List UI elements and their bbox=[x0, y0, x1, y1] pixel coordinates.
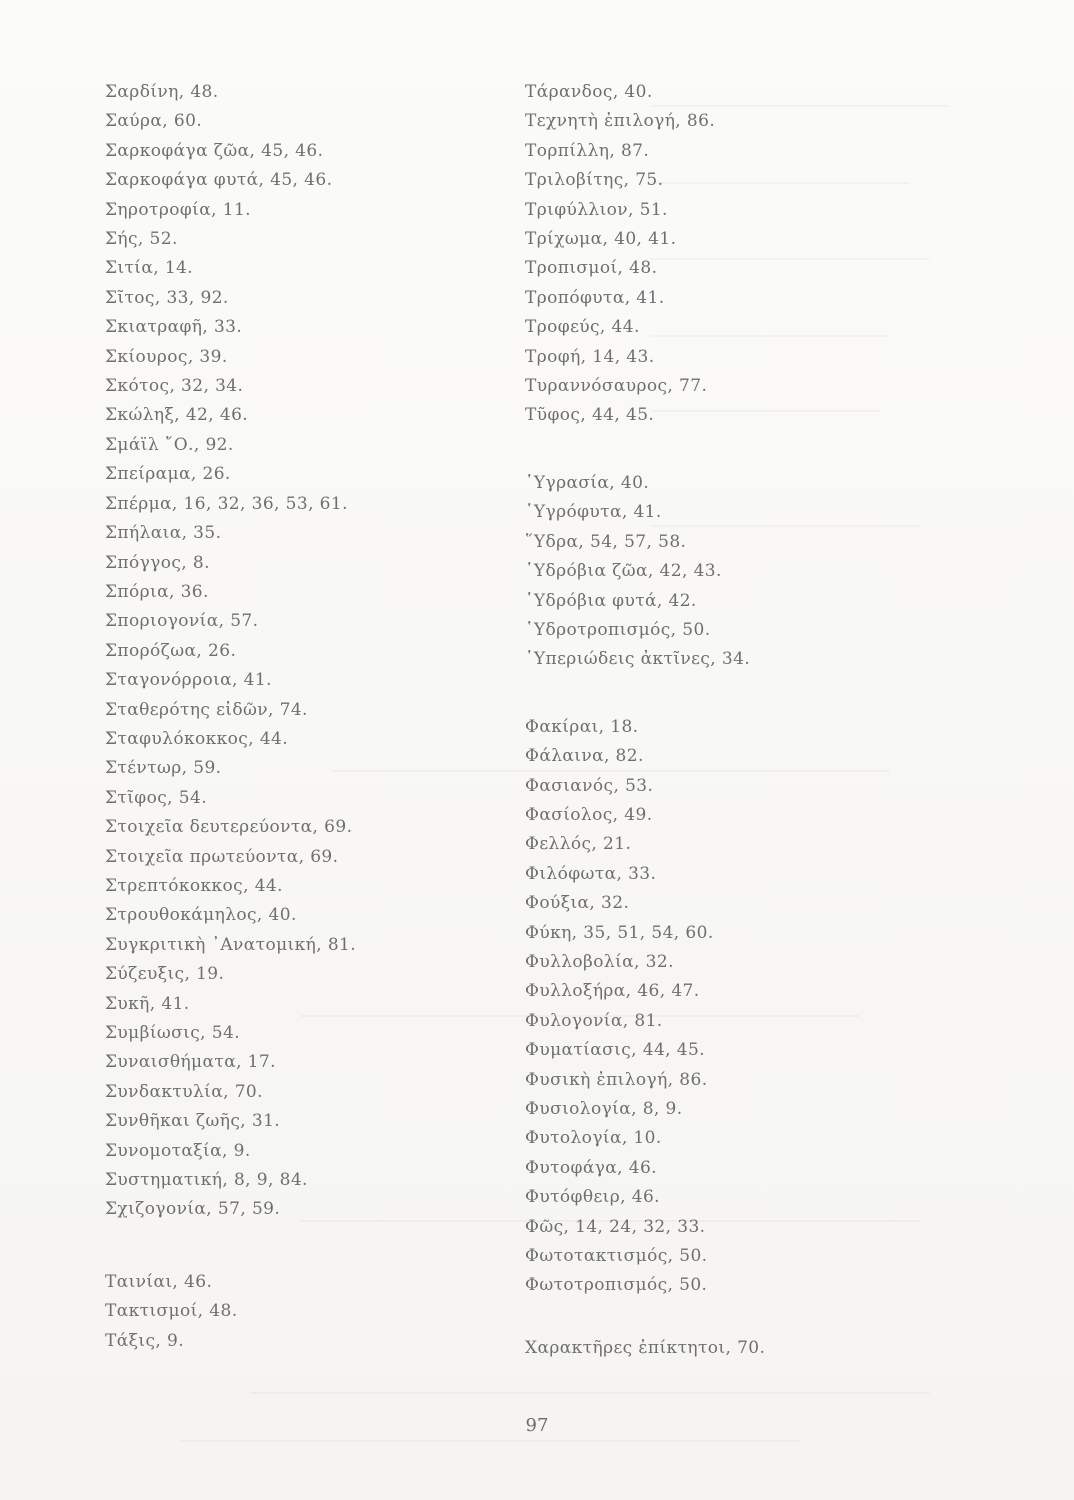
index-entry: Συστηματική, 8, 9, 84. bbox=[105, 1170, 308, 1191]
index-entry: Συνομοταξία, 9. bbox=[105, 1140, 251, 1161]
index-entry: ῾Υπεριώδεις ἀκτῖνες, 34. bbox=[525, 649, 751, 670]
index-entry: Στοιχεῖα πρωτεύοντα, 69. bbox=[105, 846, 339, 867]
index-entry: ῾Υγρασία, 40. bbox=[525, 472, 650, 493]
left-index-group-sigma bbox=[105, 78, 495, 1225]
index-entry: Φιλόφωτα, 33. bbox=[525, 863, 657, 884]
left-index-group-tau bbox=[105, 1268, 495, 1356]
index-entry: Φασίολος, 49. bbox=[525, 804, 653, 825]
index-entry: Στέντωρ, 59. bbox=[105, 758, 222, 779]
index-entry: Φυτόφθειρ, 46. bbox=[525, 1187, 660, 1208]
index-entry: Συγκριτικὴ ᾽Ανατομική, 81. bbox=[105, 934, 357, 955]
index-entry: Τροπισμοί, 48. bbox=[525, 258, 658, 279]
index-entry: Σκίουρος, 39. bbox=[105, 346, 228, 367]
index-entry: Σαρκοφάγα ζῶα, 45, 46. bbox=[105, 140, 324, 161]
show-through-line bbox=[180, 1440, 800, 1442]
index-entry: Φυματίασις, 44, 45. bbox=[525, 1040, 706, 1061]
right-index-group-chi bbox=[525, 1334, 865, 1363]
index-entry: Σκιατραφῆ, 33. bbox=[105, 317, 243, 338]
index-entry: Φυλλοβολία, 32. bbox=[525, 951, 674, 972]
index-entry: Φυλλοξήρα, 46, 47. bbox=[525, 981, 700, 1002]
index-entry: Ταινίαι, 46. bbox=[105, 1271, 213, 1292]
index-entry: Συναισθήματα, 17. bbox=[105, 1052, 276, 1073]
index-entry: Φυτολογία, 10. bbox=[525, 1128, 662, 1149]
index-entry: Τῦφος, 44, 45. bbox=[525, 405, 655, 426]
index-entry: Τριλοβίτης, 75. bbox=[525, 170, 664, 191]
index-entry: Σαρκοφάγα φυτά, 45, 46. bbox=[105, 170, 333, 191]
index-entry: Σπορόζωα, 26. bbox=[105, 640, 237, 661]
index-entry: Σκώληξ, 42, 46. bbox=[105, 405, 249, 426]
index-entry: Σκότος, 32, 34. bbox=[105, 376, 244, 397]
right-index-column bbox=[525, 78, 865, 1363]
index-entry: Σιτία, 14. bbox=[105, 258, 194, 279]
index-entry: Φυλογονία, 81. bbox=[525, 1010, 663, 1031]
index-entry: Σπόρια, 36. bbox=[105, 581, 209, 602]
index-group-spacing bbox=[525, 1301, 865, 1334]
index-entry: Σαρδίνη, 48. bbox=[105, 82, 219, 102]
index-entry: Σῖτος, 33, 92. bbox=[105, 287, 229, 308]
index-entry: Φακίραι, 18. bbox=[525, 716, 639, 737]
index-entry: Φυσικὴ ἐπιλογή, 86. bbox=[525, 1069, 708, 1090]
index-entry: Τροφεύς, 44. bbox=[525, 317, 640, 338]
left-index-column bbox=[105, 78, 495, 1356]
index-group-spacing bbox=[525, 675, 865, 713]
index-entry: Σταγονόρροια, 41. bbox=[105, 670, 272, 691]
index-entry: Σπήλαια, 35. bbox=[105, 523, 222, 544]
show-through-line bbox=[250, 1392, 930, 1394]
index-entry: Στρεπτόκοκκος, 44. bbox=[105, 875, 283, 896]
index-entry: Φυσιολογία, 8, 9. bbox=[525, 1099, 683, 1119]
index-entry: Τυραννόσαυρος, 77. bbox=[525, 376, 708, 397]
index-entry: Τακτισμοί, 48. bbox=[105, 1301, 238, 1322]
right-index-group-upsilon bbox=[525, 469, 865, 675]
index-entry: Τορπίλλη, 87. bbox=[525, 140, 650, 161]
index-entry: ῾Υγρόφυτα, 41. bbox=[525, 502, 662, 523]
index-entry: Χαρακτῆρες ἐπίκτητοι, 70. bbox=[525, 1337, 766, 1358]
page-number: 97 bbox=[525, 1415, 549, 1436]
index-entry: Σής, 52. bbox=[105, 229, 178, 250]
index-entry: Φασιανός, 53. bbox=[525, 775, 654, 796]
index-entry: Σταθερότης εἰδῶν, 74. bbox=[105, 699, 308, 720]
index-entry: Τάρανδος, 40. bbox=[525, 82, 653, 102]
index-entry: Τροπόφυτα, 41. bbox=[525, 287, 665, 308]
index-entry: Σχιζογονία, 57, 59. bbox=[105, 1199, 281, 1220]
right-index-group-phi bbox=[525, 713, 865, 1301]
index-entry: Σαύρα, 60. bbox=[105, 111, 203, 132]
index-entry: ῾Υδροτροπισμός, 50. bbox=[525, 619, 711, 640]
index-entry: Φούξια, 32. bbox=[525, 893, 630, 914]
index-entry: Σηροτροφία, 11. bbox=[105, 199, 251, 220]
index-entry: Σποριογονία, 57. bbox=[105, 611, 259, 632]
index-entry: Τροφή, 14, 43. bbox=[525, 346, 655, 367]
index-entry: Φύκη, 35, 51, 54, 60. bbox=[525, 922, 714, 943]
index-entry: Φωτοτροπισμός, 50. bbox=[525, 1275, 708, 1296]
index-entry: ῞Υδρα, 54, 57, 58. bbox=[525, 531, 687, 552]
index-entry: Στοιχεῖα δευτερεύοντα, 69. bbox=[105, 817, 353, 838]
index-entry: Συκῆ, 41. bbox=[105, 993, 190, 1014]
index-entry: Φελλός, 21. bbox=[525, 834, 632, 855]
index-entry: ῾Υδρόβια φυτά, 42. bbox=[525, 590, 697, 611]
index-entry: Στρουθοκάμηλος, 40. bbox=[105, 905, 297, 926]
index-entry: Σμάϊλ ῎Ο., 92. bbox=[105, 434, 234, 455]
index-entry: Τεχνητὴ ἐπιλογή, 86. bbox=[525, 111, 716, 132]
index-entry: Φωτοτακτισμός, 50. bbox=[525, 1246, 708, 1267]
index-entry: Σπείραμα, 26. bbox=[105, 464, 231, 485]
index-entry: Φάλαινα, 82. bbox=[525, 746, 644, 767]
index-entry: Σπέρμα, 16, 32, 36, 53, 61. bbox=[105, 493, 348, 514]
index-entry: Φυτοφάγα, 46. bbox=[525, 1157, 657, 1178]
index-entry: Σταφυλόκοκκος, 44. bbox=[105, 728, 289, 749]
index-entry: Τρίχωμα, 40, 41. bbox=[525, 229, 677, 250]
index-entry: Τριφύλλιον, 51. bbox=[525, 199, 668, 220]
index-entry: Φῶς, 14, 24, 32, 33. bbox=[525, 1216, 706, 1237]
index-entry: Τάξις, 9. bbox=[105, 1330, 184, 1351]
right-index-group-tau bbox=[525, 78, 865, 431]
index-entry: Συνθῆκαι ζωῆς, 31. bbox=[105, 1111, 281, 1132]
index-group-spacing bbox=[525, 431, 865, 469]
index-entry: ῾Υδρόβια ζῶα, 42, 43. bbox=[525, 561, 722, 582]
index-entry: Συνδακτυλία, 70. bbox=[105, 1081, 263, 1102]
index-group-spacing bbox=[105, 1225, 495, 1268]
index-entry: Συμβίωσις, 54. bbox=[105, 1023, 240, 1043]
index-entry: Σύζευξις, 19. bbox=[105, 964, 225, 985]
index-entry: Στῖφος, 54. bbox=[105, 787, 207, 808]
index-entry: Σπόγγος, 8. bbox=[105, 552, 210, 573]
